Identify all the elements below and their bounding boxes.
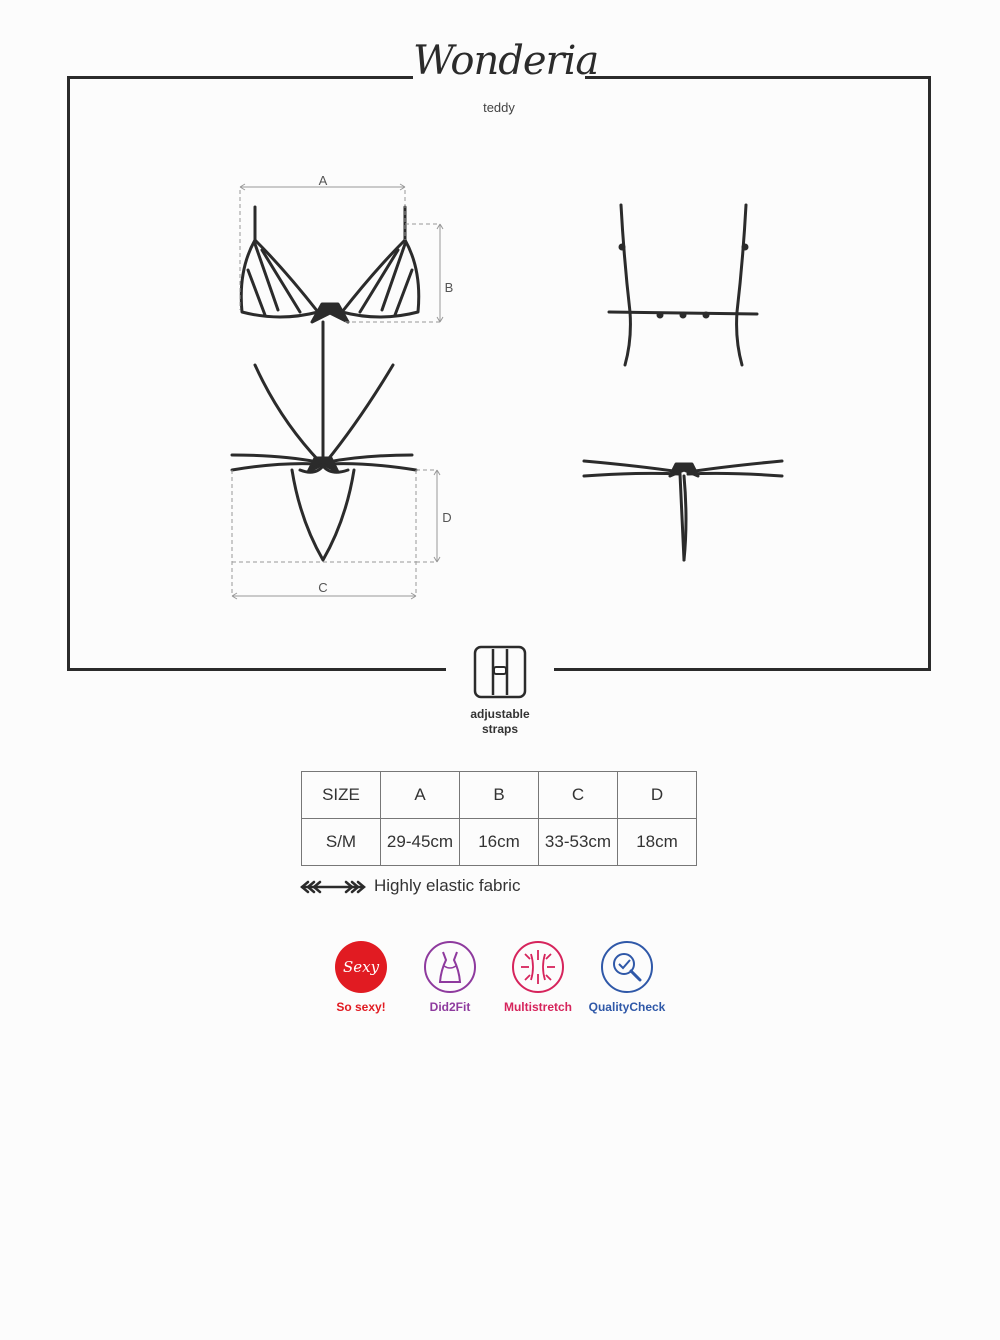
feature-label-line1: adjustable <box>470 707 530 721</box>
adjustable-straps-label <box>440 707 560 737</box>
brand-logo: Wonderia <box>413 38 599 84</box>
badge-label: Did2Fit <box>429 1000 471 1014</box>
size-table-cell: 18cm <box>618 819 697 866</box>
size-table-header: D <box>618 772 697 819</box>
badge-did2fit <box>400 940 500 1014</box>
size-table <box>301 771 697 866</box>
badge-label: QualityCheck <box>588 1000 666 1014</box>
front-bra-drawing <box>241 207 419 317</box>
size-table-cell: S/M <box>302 819 381 866</box>
measurement-guides <box>232 184 443 599</box>
back-straps-drawing <box>609 205 757 365</box>
badge-label: So sexy! <box>336 1000 386 1014</box>
badge-so-sexy <box>311 940 411 1014</box>
size-table-header: SIZE <box>302 772 381 819</box>
size-table-cell: 16cm <box>460 819 539 866</box>
sexy-badge-icon <box>334 940 388 994</box>
dimension-label-c: C <box>318 580 328 595</box>
dimension-label-d: D <box>442 510 452 525</box>
adjustable-straps-icon <box>473 645 527 699</box>
stretch-arrows-icon <box>300 880 366 894</box>
product-type: teddy <box>483 100 515 115</box>
badge-multistretch <box>488 940 588 1014</box>
size-table-header: A <box>381 772 460 819</box>
fabric-note-text: Highly elastic fabric <box>374 876 521 895</box>
badge-quality-check <box>577 940 677 1014</box>
quality-check-icon <box>600 940 654 994</box>
back-thong-drawing <box>584 461 782 560</box>
size-table-cell: 33-53cm <box>539 819 618 866</box>
size-table-header: C <box>539 772 618 819</box>
size-table-header-row <box>302 772 697 819</box>
size-table-cell: 29-45cm <box>381 819 460 866</box>
dress-fit-icon <box>423 940 477 994</box>
dimension-label-b: B <box>444 280 454 295</box>
size-table-header: B <box>460 772 539 819</box>
multistretch-icon <box>511 940 565 994</box>
sexy-badge-text: Sexy <box>342 958 380 976</box>
dimension-label-a: A <box>318 173 328 188</box>
feature-label-line2: straps <box>481 722 519 736</box>
size-table-row <box>302 819 697 866</box>
badge-label: Multistretch <box>503 1000 572 1014</box>
